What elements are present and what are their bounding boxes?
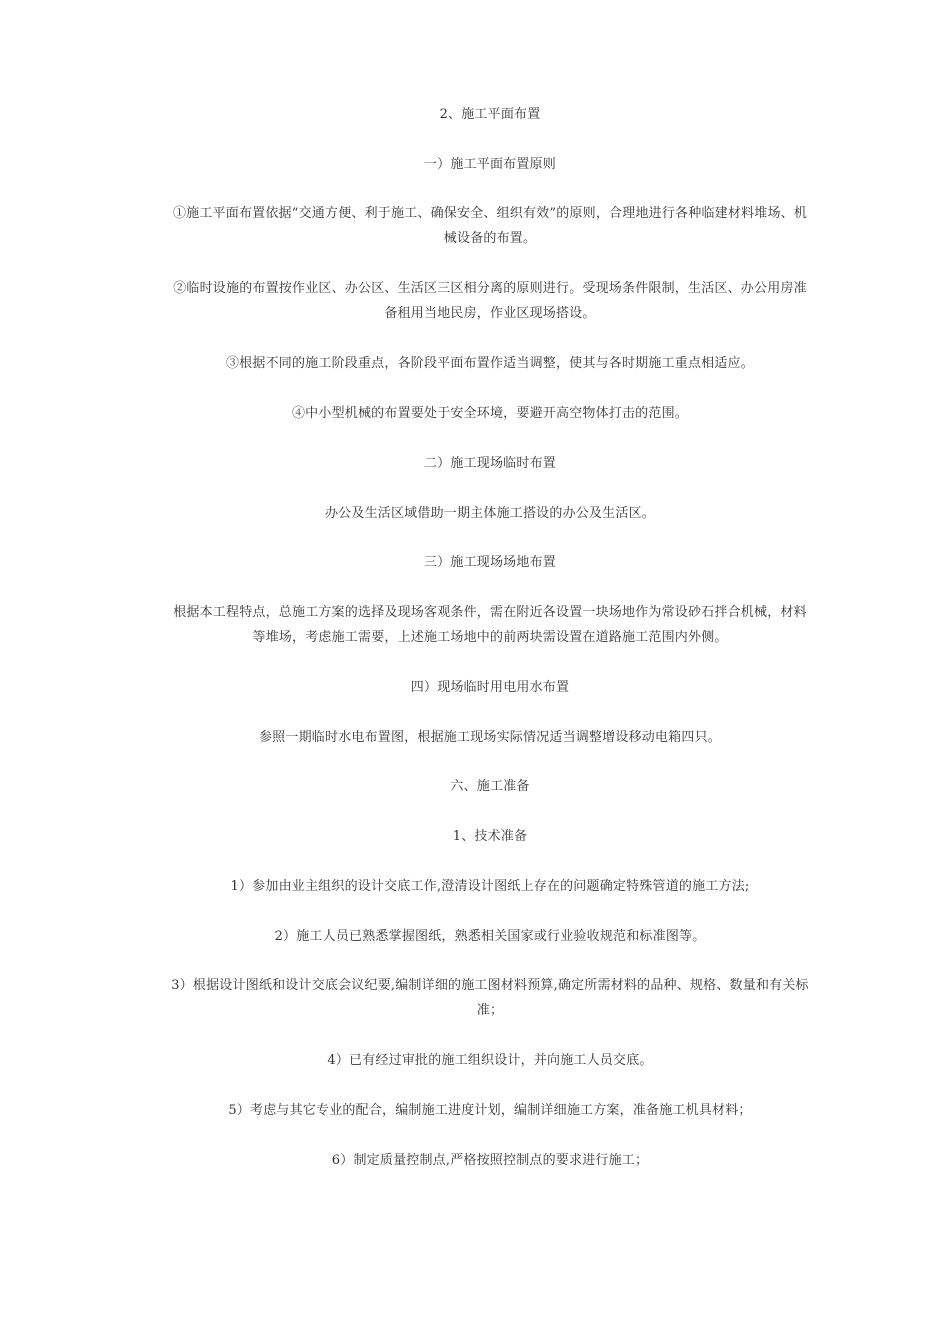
paragraph-power-water: 参照一期临时水电布置图，根据施工现场实际情况适当调整增设移动电箱四只。: [258, 730, 721, 745]
list-item-3: 3）根据设计图纸和设计交底会议纪要,编制详细的施工图材料预算,确定所需材料的品种、规格、数量和有关标准；: [171, 978, 809, 1018]
paragraph-site-yard: 根据本工程特点，总施工方案的选择及现场客观条件，需在附近各设置一块场地作为常设砂石拌合机械，材料等堆场，考虑施工需要，上述施工场地中的前两块需设置在道路施工范围内外侧。: [173, 605, 807, 645]
paragraph-office-area: 办公及生活区域借助一期主体施工搭设的办公及生活区。: [324, 506, 655, 521]
list-item-6: 6）制定质量控制点,严格按照控制点的要求进行施工；: [331, 1153, 649, 1168]
paragraph-principle-4: ④中小型机械的布置要处于安全环境，要避开高空物体打击的范围。: [291, 406, 688, 421]
subheading-layout-principles: 一）施工平面布置原则: [423, 157, 556, 172]
subheading-site-yard-layout: 三）施工现场场地布置: [423, 555, 556, 570]
subheading-technical-preparation: 1、技术准备: [452, 829, 528, 844]
list-item-1: 1）参加由业主组织的设计交底工作,澄清设计图纸上存在的问题确定特殊管道的施工方法;: [230, 879, 750, 894]
paragraph-principle-2: ②临时设施的布置按作业区、办公区、生活区三区相分离的原则进行。受现场条件限制，生活区、办公用房准备租用当地民房，作业区现场搭设。: [173, 281, 807, 321]
list-item-4: 4）已有经过审批的施工组织设计，并向施工人员交底。: [327, 1053, 653, 1068]
section-heading-preparation: 六、施工准备: [450, 779, 530, 794]
list-item-5: 5）考虑与其它专业的配合，编制施工进度计划，编制详细施工方案，准备施工机具材料；: [228, 1103, 752, 1118]
list-item-2: 2）施工人员已熟悉掌握图纸，熟悉相关国家或行业验收规范和标准图等。: [274, 929, 706, 944]
paragraph-principle-1: ①施工平面布置依据“交通方便、利于施工、确保安全、组织有效”的原则，合理地进行各种临建材料堆场、机械设备的布置。: [172, 206, 808, 246]
subheading-power-water-layout: 四）现场临时用电用水布置: [410, 680, 570, 695]
section-heading-site-layout: 2、施工平面布置: [439, 107, 541, 122]
subheading-temporary-layout: 二）施工现场临时布置: [423, 456, 556, 471]
paragraph-principle-3: ③根据不同的施工阶段重点，各阶段平面布置作适当调整，使其与各时期施工重点相适应。: [225, 356, 754, 371]
